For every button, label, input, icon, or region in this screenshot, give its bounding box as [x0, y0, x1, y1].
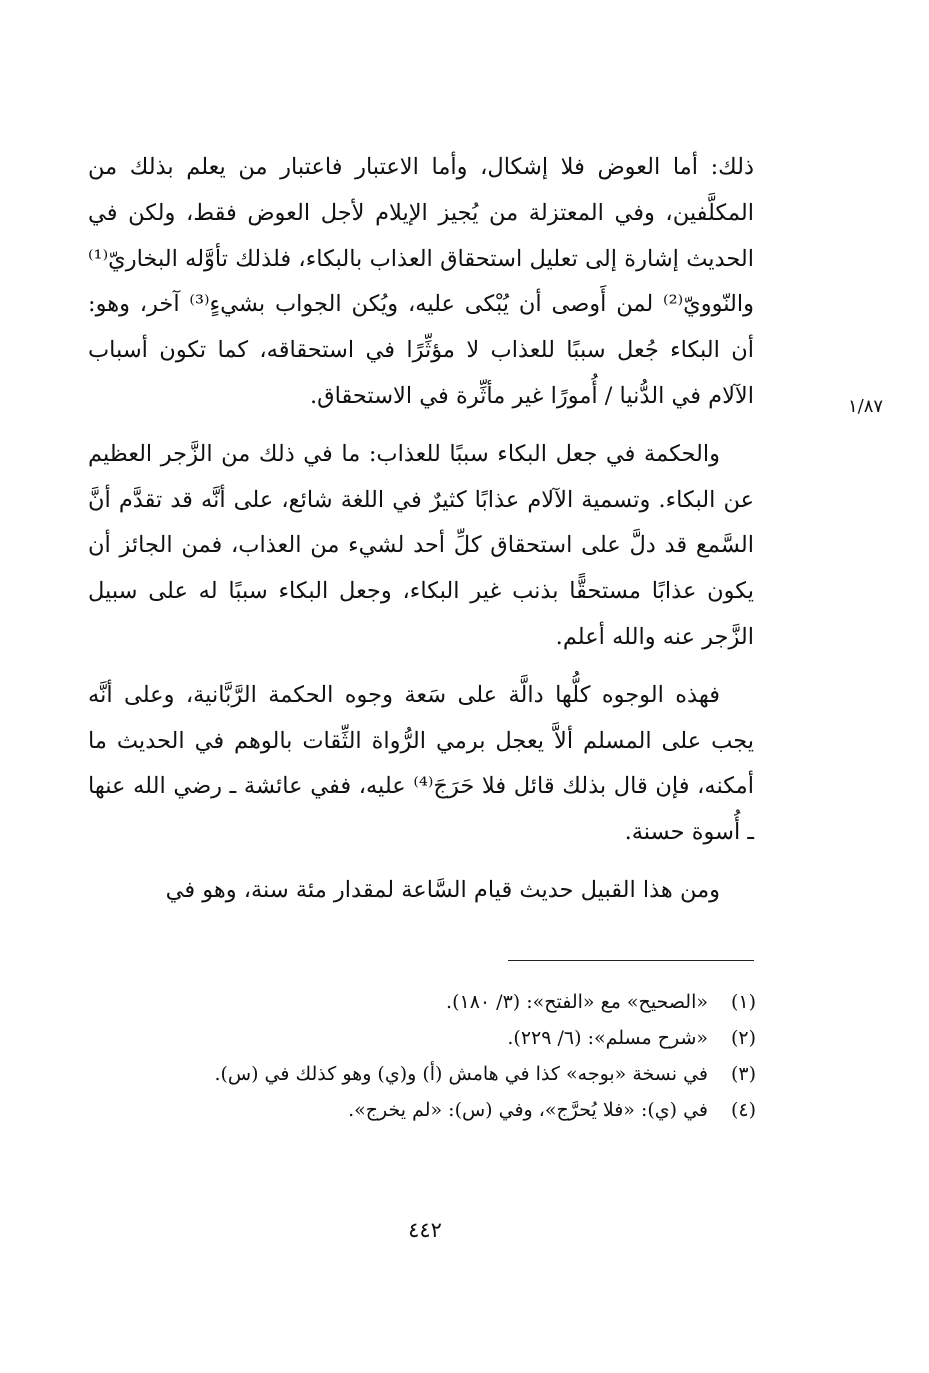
footnote-number: (١): [730, 991, 756, 1013]
main-text-block: [88, 145, 754, 926]
footnote-number: (٢): [730, 1027, 756, 1049]
footnote-1: [150, 984, 756, 1020]
footnote-2: [150, 1020, 756, 1056]
margin-page-reference: ١/٨٧: [848, 396, 884, 417]
footnote-separator: [508, 960, 754, 961]
paragraph-1: ذلك: أما العوض فلا إشكال، وأما الاعتبار فاعتبار من يعلم بذلك من المكلَّفين، وفي المعتزلة من يُجيز الإيلام لأجل العوض فقط، ولكن في الحديث إشارة إلى تعليل استحقاق العذاب بالبكاء، فلذلك تأوَّله البخاريّ⁽¹⁾ والنّوويّ⁽²⁾ لمن أَوصى أن يُبْكى عليه، ويُكن الجواب بشيءٍ⁽³⁾ آخر، وهو: أن البكاء جُعل سببًا للعذاب لا مؤثِّرًا في استحقاقه، كما تكون أسباب الآلام في الدُّنيا / أُمورًا غير مأثِّرة في الاستحقاق.: [88, 154, 754, 409]
footnotes-block: [150, 984, 756, 1128]
page-number: ٤٤٢: [408, 1218, 442, 1242]
paragraph-2: والحكمة في جعل البكاء سببًا للعذاب: ما في ذلك من الزَّجر العظيم عن البكاء. وتسمية الآلام عذابًا كثيرٌ في اللغة شائع، على أنَّه قد تقدَّم أنَّ السَّمع قد دلَّ على استحقاق كلِّ أحد لشيء من العذاب، فمن الجائز أن يكون عذابًا مستحقًّا بذنب غير البكاء، وجعل البكاء سببًا له على سبيل الزَّجر عنه والله أعلم.: [88, 440, 754, 650]
footnote-4: [150, 1092, 756, 1128]
paragraph-3: فهذه الوجوه كلُّها دالَّة على سَعة وجوه الحكمة الرَّبَّانية، وعلى أنَّه يجب على المسلم ألاَّ يعجل برمي الرُّواة الثِّقات بالوهم في الحديث ما أمكنه، فإن قال بذلك قائل فلا حَرَجَ⁽⁴⁾ عليه، ففي عائشة ـ رضي الله عنها ـ أُسوة حسنة.: [88, 681, 754, 846]
footnote-3: [150, 1056, 756, 1092]
footnote-text: «شرح مسلم»: (٦/ ٢٢٩).: [507, 1027, 708, 1049]
footnote-number: (٤): [730, 1099, 756, 1121]
footnote-text: «الصحيح» مع «الفتح»: (٣/ ١٨٠).: [446, 991, 708, 1013]
footnote-number: (٣): [730, 1063, 756, 1085]
footnote-text: في نسخة «بوجه» كذا في هامش (أ) و(ي) وهو كذلك في (س).: [214, 1063, 708, 1085]
paragraph-4: ومن هذا القبيل حديث قيام السَّاعة لمقدار مئة سنة، وهو في: [165, 876, 720, 903]
footnote-text: في (ي): «فلا يُحرَّج»، وفي (س): «لم يخرج».: [348, 1099, 708, 1121]
